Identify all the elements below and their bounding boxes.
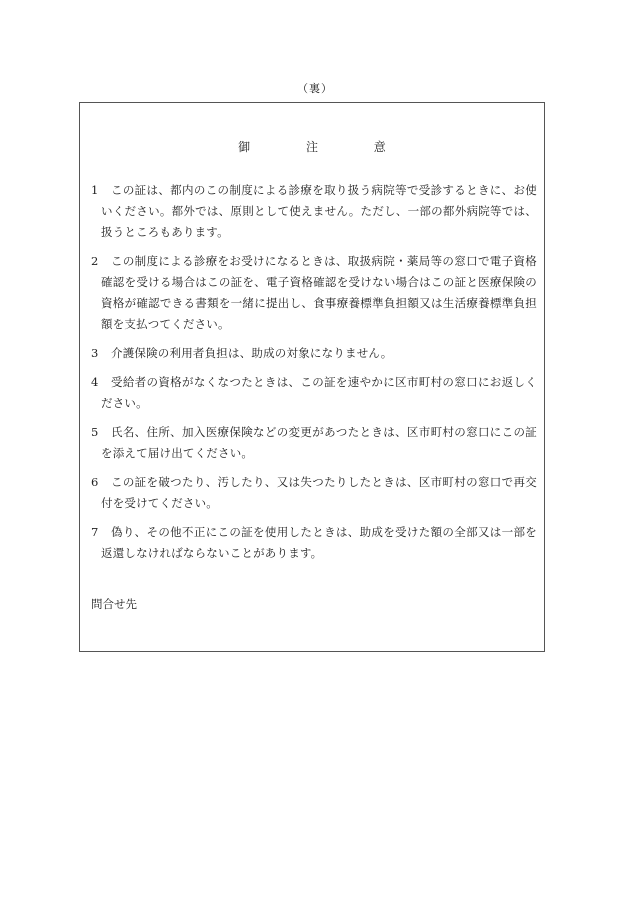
notice-title: 御 注 意	[238, 140, 386, 154]
notice-item-number: 2	[91, 254, 99, 268]
notice-item-number: 1	[91, 183, 99, 197]
notice-item-text: 受給者の資格がなくなつたときは、この証を速やかに区市町村の窓口にお返しください。	[101, 375, 537, 410]
notice-item-5	[91, 422, 537, 464]
notice-list	[91, 180, 537, 572]
page-side-label: （裏）	[297, 82, 333, 95]
notice-item-2	[91, 251, 537, 335]
notice-item-1	[91, 180, 537, 243]
notice-item-number: 3	[91, 346, 99, 360]
notice-item-number: 5	[91, 425, 99, 439]
notice-box	[79, 102, 545, 652]
notice-item-text: この証を破つたり、汚したり、又は失つたりしたときは、区市町村の窓口で再交付を受けてください。	[101, 475, 537, 510]
notice-item-text: 氏名、住所、加入医療保険などの変更があつたときは、区市町村の窓口にこの証を添えて届け出てください。	[101, 425, 537, 460]
contact-label: 問合せ先	[91, 597, 137, 611]
notice-item-7	[91, 522, 537, 564]
notice-item-text: 偽り、その他不正にこの証を使用したときは、助成を受けた額の全部又は一部を返還しなければならないことがあります。	[101, 525, 537, 560]
notice-item-number: 6	[91, 475, 99, 489]
notice-item-text: この制度による診療をお受けになるときは、取扱病院・薬局等の窓口で電子資格確認を受ける場合はこの証を、電子資格確認を受けない場合はこの証と医療保険の資格が確認できる書類を一緒に提出し、食事療養標準負担額又は生活療養標準負担額を支払つてください。	[101, 254, 537, 331]
notice-item-4	[91, 372, 537, 414]
notice-item-3	[91, 343, 537, 364]
notice-item-6	[91, 472, 537, 514]
notice-item-number: 7	[91, 525, 99, 539]
notice-item-number: 4	[91, 375, 99, 389]
notice-item-text: 介護保険の利用者負担は、助成の対象になりません。	[111, 346, 393, 360]
notice-item-text: この証は、都内のこの制度による診療を取り扱う病院等で受診するときに、お使いください。都外では、原則として使えません。ただし、一部の都外病院等では、扱うところもあります。	[101, 183, 537, 239]
